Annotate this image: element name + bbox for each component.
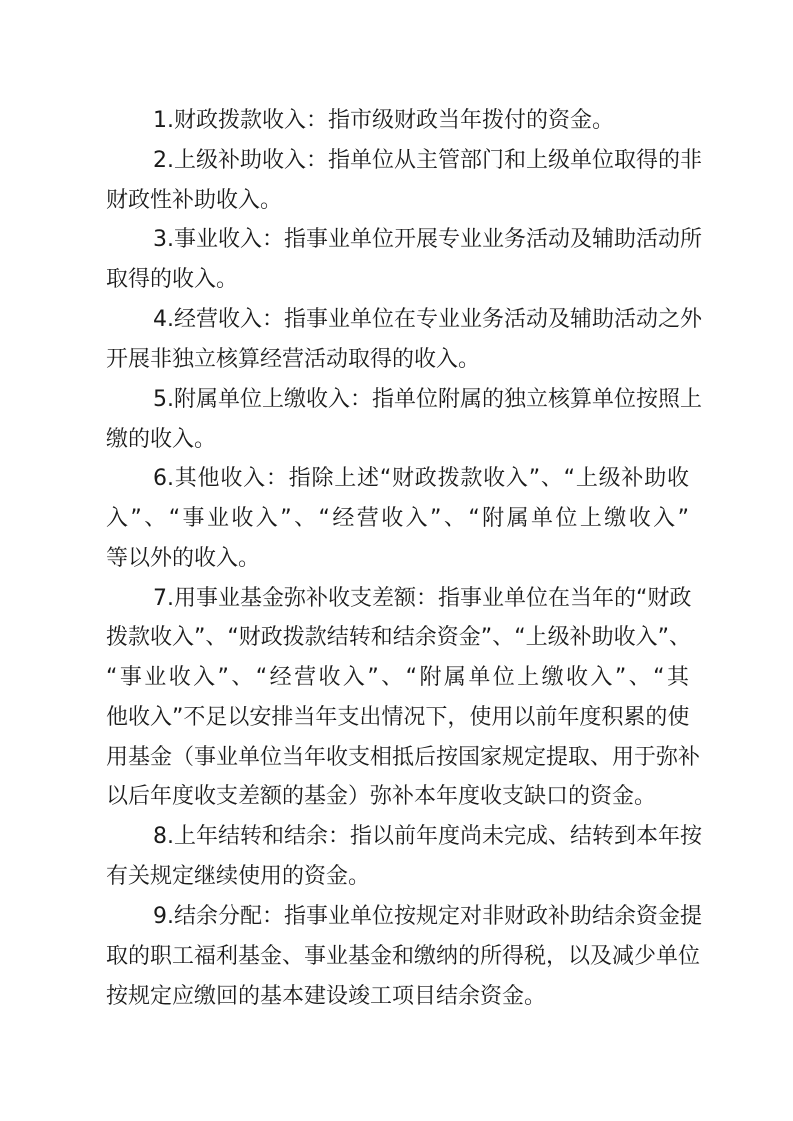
paragraph-2-line-2: 财政性补助收入。 (106, 188, 283, 213)
paragraph-6-line-3: 等以外的收入。 (106, 546, 261, 571)
paragraph-9-line-2: 取的职工福利基金、事业基金和缴纳的所得税，以及减少单位 (106, 944, 701, 969)
paragraph-7-line-6: 以后年度收支差额的基金）弥补本年度收支缺口的资金。 (106, 784, 657, 809)
paragraph-8-line-2: 有关规定继续使用的资金。 (106, 864, 371, 889)
paragraph-7-line-5: 用基金（事业单位当年收支相抵后按国家规定提取、用于弥补 (106, 745, 701, 770)
paragraph-8-line-1: 8.上年结转和结余：指以前年度尚未完成、结转到本年按 (153, 824, 702, 849)
paragraph-6-line-2: 入”、“事业收入”、“经营收入”、“附属单位上缴收入” (106, 506, 689, 531)
paragraph-4-line-1: 4.经营收入：指事业单位在专业业务活动及辅助活动之外 (153, 307, 702, 332)
paragraph-2-line-1: 2.上级补助收入：指单位从主管部门和上级单位取得的非 (153, 148, 702, 173)
paragraph-6-line-1: 6.其他收入：指除上述“财政拨款收入”、“上级补助收 (153, 466, 689, 491)
paragraph-7-line-4: 他收入”不足以安排当年支出情况下，使用以前年度积累的使 (106, 705, 690, 730)
paragraph-9-line-1: 9.结余分配：指事业单位按规定对非财政补助结余资金提 (153, 904, 702, 929)
paragraph-5-line-2: 缴的收入。 (106, 427, 217, 452)
paragraph-7-line-1: 7.用事业基金弥补收支差额：指事业单位在当年的“财政 (153, 586, 692, 611)
paragraph-3-line-2: 取得的收入。 (106, 267, 239, 292)
paragraph-3-line-1: 3.事业收入：指事业单位开展专业业务活动及辅助活动所 (153, 227, 702, 252)
paragraph-4-line-2: 开展非独立核算经营活动取得的收入。 (106, 347, 481, 372)
paragraph-7-line-2: 拨款收入”、“财政拨款结转和结余资金”、“上级补助收入”、 (106, 625, 691, 650)
paragraph-1-line-1: 1.财政拨款收入：指市级财政当年拨付的资金。 (153, 108, 614, 133)
paragraph-7-line-3: “事业收入”、“经营收入”、“附属单位上缴收入”、“其 (106, 665, 689, 690)
paragraph-9-line-3: 按规定应缴回的基本建设竣工项目结余资金。 (106, 984, 547, 1009)
paragraph-5-line-1: 5.附属单位上缴收入：指单位附属的独立核算单位按照上 (153, 387, 702, 412)
